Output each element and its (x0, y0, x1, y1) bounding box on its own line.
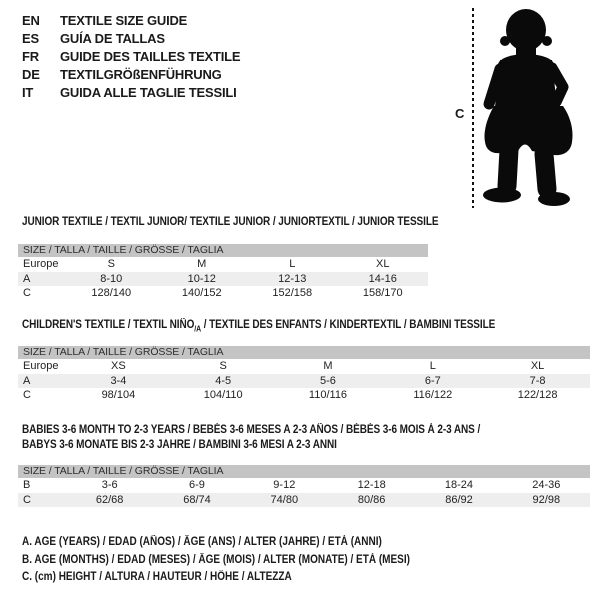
children-table-title-text (22, 319, 495, 333)
cell: L (289, 258, 296, 270)
language-code: DE (22, 67, 40, 82)
cell: 92/98 (532, 493, 561, 506)
cell: 62/68 (95, 493, 124, 506)
cell: XL (530, 360, 545, 372)
row-label: C (23, 389, 31, 401)
cell: XL (376, 258, 390, 270)
table-row (18, 388, 590, 403)
row-label: Europe (23, 258, 59, 270)
row-label: Europe (23, 360, 59, 372)
babies-title-line2-text: BABYS 3-6 MONATE BIS 2-3 JAHRE / BAMBINI 3-6 MESI A 2-3 ANNI (22, 439, 337, 451)
junior-table-title (22, 216, 501, 228)
cell: 5-6 (320, 374, 336, 387)
cell: 18-24 (444, 479, 474, 491)
footnote-c-text: C. (cm) HEIGHT / ALTURA / HAUTEUR / HÖHE / ALTEZZA (22, 571, 292, 583)
table-row (18, 286, 428, 301)
language-list (22, 12, 240, 102)
footnotes (22, 534, 468, 587)
cell: 6-9 (189, 479, 205, 491)
children-table-title (22, 319, 566, 333)
junior-size-table (18, 244, 428, 301)
cell: XS (111, 360, 126, 372)
language-label: TEXTILGRÖßENFÜHRUNG (60, 67, 222, 82)
language-row-de (22, 66, 240, 84)
size-header-bar: SIZE / TALLA / TAILLE / GRÖSSE / TAGLIA (18, 346, 590, 359)
cell: S (219, 360, 227, 372)
children-size-table (18, 346, 590, 403)
cell: 12-18 (357, 479, 386, 491)
cell: 4-5 (215, 374, 232, 387)
cell: 98/104 (101, 389, 136, 401)
cell: L (429, 360, 436, 372)
language-label: TEXTILE SIZE GUIDE (60, 13, 188, 28)
size-header-bar: SIZE / TALLA / TAILLE / GRÖSSE / TAGLIA (18, 244, 428, 257)
cell: 80/86 (357, 493, 386, 506)
table-row (18, 359, 590, 374)
cell: 104/110 (203, 389, 243, 401)
children-title-suffix: / TEXTILE DES ENFANTS / KINDERTEXTIL / BAMBINI TESSILE (201, 319, 496, 331)
height-measure-dashed-line (472, 8, 474, 208)
babies-size-table (18, 465, 590, 507)
babies-table-title-line1 (22, 424, 549, 436)
cell: 158/170 (362, 287, 403, 299)
cell: 9-12 (273, 479, 296, 491)
row-label: B (23, 479, 31, 491)
row-label: C (23, 493, 31, 506)
cell: 24-36 (532, 479, 561, 491)
cell: 68/74 (183, 493, 211, 506)
toddler-silhouette-icon (478, 6, 588, 208)
cell: 140/152 (181, 287, 222, 299)
cell: 74/80 (270, 493, 299, 506)
children-title-subscript: /A (194, 324, 202, 334)
junior-table-title-text: JUNIOR TEXTILE / TEXTIL JUNIOR/ TEXTILE JUNIOR / JUNIORTEXTIL / JUNIOR TESSILE (22, 216, 439, 228)
cell: 12-13 (278, 272, 307, 285)
cell: 128/140 (91, 287, 132, 299)
language-row-en (22, 12, 240, 30)
cell: M (197, 258, 207, 270)
cell: 116/122 (413, 389, 453, 401)
height-measure-label: C (455, 106, 465, 121)
cell: 3-4 (110, 374, 127, 387)
cell: 7-8 (529, 374, 546, 387)
cell: 152/158 (272, 287, 313, 299)
babies-title-line1-text: BABIES 3-6 MONTH TO 2-3 YEARS / BEBÉS 3-6 MESES A 2-3 AÑOS / BÉBÉS 3-6 MOIS À 2-3 ANS / (22, 424, 481, 436)
cell: 110/116 (308, 389, 348, 401)
cell: 3-6 (101, 479, 118, 491)
children-title-prefix: CHILDREN'S TEXTILE / TEXTIL NIÑO (22, 319, 195, 331)
row-label: A (23, 374, 31, 387)
footnote-a-text: A. AGE (YEARS) / EDAD (AÑOS) / ÂGE (ANS) / ALTER (JAHRE) / ETÀ (ANNI) (22, 536, 382, 548)
row-label: C (23, 287, 31, 299)
cell: M (323, 360, 333, 372)
language-code: EN (22, 13, 40, 28)
cell: 8-10 (100, 272, 123, 285)
size-header-bar: SIZE / TALLA / TAILLE / GRÖSSE / TAGLIA (18, 465, 590, 478)
table-row (18, 478, 590, 493)
language-row-fr (22, 48, 240, 66)
language-row-it (22, 84, 240, 102)
cell: 86/92 (445, 493, 473, 506)
footnote-c (22, 569, 468, 587)
language-row-es (22, 30, 240, 48)
language-code: FR (22, 49, 39, 64)
language-code: ES (22, 31, 39, 46)
table-row (18, 493, 590, 508)
cell: 14-16 (368, 272, 397, 285)
language-code: IT (22, 85, 34, 100)
footnote-a (22, 534, 468, 552)
language-label: GUIDE DES TAILLES TEXTILE (60, 49, 241, 64)
table-row (18, 272, 428, 287)
cell: 10-12 (187, 272, 216, 285)
cell: 6-7 (424, 374, 441, 387)
cell: 122/128 (517, 389, 558, 401)
footnote-b (22, 552, 468, 570)
table-row (18, 257, 428, 272)
language-label: GUIDA ALLE TAGLIE TESSILI (60, 85, 237, 100)
footnote-b-text: B. AGE (MONTHS) / EDAD (MESES) / ÂGE (MOIS) / ALTER (MONATE) / ETÀ (MESI) (22, 553, 410, 566)
row-label: A (23, 272, 31, 285)
babies-table-title-line2 (22, 439, 384, 451)
cell: S (107, 258, 115, 270)
language-label: GUÍA DE TALLAS (60, 31, 165, 46)
table-row (18, 374, 590, 389)
